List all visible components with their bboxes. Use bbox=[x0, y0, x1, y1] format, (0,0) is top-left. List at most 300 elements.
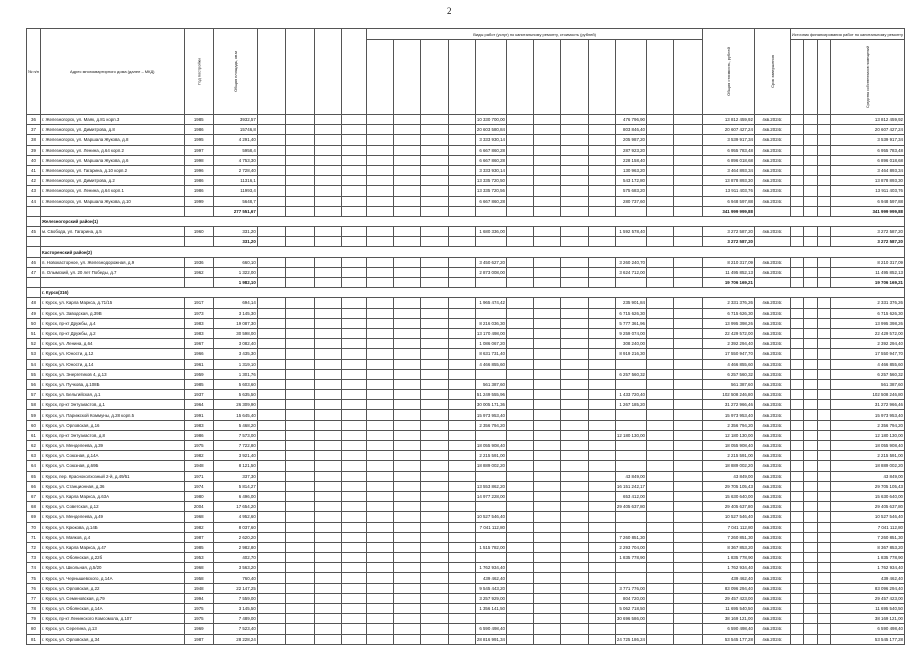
cell-own: 439 462,40 bbox=[831, 573, 905, 583]
cell-address: г. Курск, пер. Красноколхозный 2-й, д.49/51 bbox=[40, 471, 184, 481]
cell-area: 7 523,40 bbox=[213, 624, 257, 634]
cell-extra: 228 158,40 bbox=[615, 155, 646, 165]
cell-area: 4 753,30 bbox=[213, 155, 257, 165]
cell-year: 1967 bbox=[184, 339, 213, 349]
cell-own: 29 705 105,43 bbox=[831, 481, 905, 491]
header-own-funds: Средства собственников помещений bbox=[831, 40, 905, 115]
cell-no: 42 bbox=[27, 176, 41, 186]
subtotal-row bbox=[27, 206, 905, 216]
cell-extra: 5 062 718,50 bbox=[615, 604, 646, 614]
cell-area: 3 145,50 bbox=[213, 604, 257, 614]
cell-area: 402,70 bbox=[213, 553, 257, 563]
cell-own: 3 539 917,34 bbox=[831, 135, 905, 145]
cell-total: 83 096 294,40 bbox=[703, 583, 755, 593]
cell-no: 65 bbox=[27, 471, 41, 481]
cell-date: 4кв.2024г. bbox=[754, 135, 790, 145]
cell-area: 2 728,40 bbox=[213, 165, 257, 175]
cell-works bbox=[475, 532, 506, 542]
cell-works: 18 889 002,20 bbox=[475, 461, 506, 471]
cell-date: 4кв.2024г. bbox=[754, 227, 790, 237]
cell-own: 6 590 498,40 bbox=[831, 624, 905, 634]
cell-works: 561 387,60 bbox=[475, 379, 506, 389]
cell-area: 6 496,00 bbox=[213, 491, 257, 501]
cell-area: 1 301,76 bbox=[213, 369, 257, 379]
cell-date: 4кв.2024г. bbox=[754, 165, 790, 175]
cell-own: 1 835 778,90 bbox=[831, 553, 905, 563]
cell-works: 20 603 580,84 bbox=[475, 125, 506, 135]
table-row bbox=[27, 461, 905, 471]
cell-address: г. Железногорск, ул. Маршала Жукова, д.6 bbox=[40, 155, 184, 165]
cell-no: 57 bbox=[27, 390, 41, 400]
cell-address: г. Курск, ул. Маяков, д.4 bbox=[40, 532, 184, 542]
cell-extra bbox=[615, 522, 646, 532]
cell-year: 1975 bbox=[184, 441, 213, 451]
cell-no: 50 bbox=[27, 318, 41, 328]
cell-year: 1985 bbox=[184, 379, 213, 389]
cell-year: 1985 bbox=[184, 115, 213, 125]
cell-date: 4кв.2024г. bbox=[754, 349, 790, 359]
cell-works: 6 667 860,28 bbox=[475, 196, 506, 206]
table-row bbox=[27, 512, 905, 522]
cell-extra: 7 260 851,30 bbox=[615, 532, 646, 542]
cell-no bbox=[27, 278, 41, 288]
cell-year: 1971 bbox=[184, 471, 213, 481]
cell-total: 2 331 376,26 bbox=[703, 298, 755, 308]
cell-address: г. Курск, ул. Менделеева, д.49 bbox=[40, 512, 184, 522]
cell-total: 20 607 427,24 bbox=[703, 125, 755, 135]
cell-year: 1937 bbox=[184, 390, 213, 400]
table-row bbox=[27, 451, 905, 461]
cell-total: 102 508 246,80 bbox=[703, 390, 755, 400]
cell-total: 17 550 947,70 bbox=[703, 349, 755, 359]
cell-extra: 3 260 240,70 bbox=[615, 257, 646, 267]
cell-address: г. Курск, ул. Юности, д.14 bbox=[40, 359, 184, 369]
cell-total: 1 835 778,90 bbox=[703, 553, 755, 563]
cell-no: 56 bbox=[27, 379, 41, 389]
cell-address: г. Курск, ул. Бельгийская, д.1 bbox=[40, 390, 184, 400]
cell-year: 1980 bbox=[184, 491, 213, 501]
cell-own: 6 896 018,68 bbox=[831, 155, 905, 165]
cell-own: 13 812 459,92 bbox=[831, 115, 905, 125]
cell-extra: 24 725 186,24 bbox=[615, 634, 646, 644]
cell-address: п. Олымский, ул. 20 лет Победы, д.7 bbox=[40, 267, 184, 277]
cell-year: 1969 bbox=[184, 624, 213, 634]
cell-no bbox=[27, 288, 41, 298]
table-row bbox=[27, 624, 905, 634]
cell-no bbox=[27, 237, 41, 247]
table-row bbox=[27, 227, 905, 237]
cell-total: 341 999 999,88 bbox=[703, 206, 755, 216]
cell-date: 4кв.2024г. bbox=[754, 624, 790, 634]
cell-own: 31 272 966,46 bbox=[831, 400, 905, 410]
cell-works bbox=[475, 553, 506, 563]
cell-address: г. Курск, ул. Ленина, д.64 bbox=[40, 339, 184, 349]
cell-date bbox=[754, 206, 790, 216]
cell-date: 4кв.2024г. bbox=[754, 359, 790, 369]
cell-year: 1948 bbox=[184, 583, 213, 593]
cell-own: 22 429 572,00 bbox=[831, 328, 905, 338]
cell-area: 8 121,50 bbox=[213, 461, 257, 471]
cell-total: 3 272 587,20 bbox=[703, 237, 755, 247]
cell-address bbox=[40, 278, 184, 288]
cell-extra: 3 771 776,00 bbox=[615, 583, 646, 593]
table-row bbox=[27, 522, 905, 532]
cell-area: 5 635,50 bbox=[213, 390, 257, 400]
cell-year bbox=[184, 278, 213, 288]
cell-area: 694,14 bbox=[213, 298, 257, 308]
cell-works bbox=[475, 237, 506, 247]
subtotal-row bbox=[27, 278, 905, 288]
cell-extra: 6 715 626,30 bbox=[615, 308, 646, 318]
cell-no: 53 bbox=[27, 349, 41, 359]
cell-no: 59 bbox=[27, 410, 41, 420]
cell-works: 439 462,40 bbox=[475, 573, 506, 583]
cell-no: 77 bbox=[27, 593, 41, 603]
cell-own: 2 392 294,40 bbox=[831, 339, 905, 349]
header-area: Общая площадь, кв.м bbox=[213, 29, 257, 115]
cell-own: 83 096 294,40 bbox=[831, 583, 905, 593]
cell-address: г. Железногорск, ул. Ленина, д.64 корп.1 bbox=[40, 186, 184, 196]
cell-date: 4кв.2024г. bbox=[754, 176, 790, 186]
cell-area: 19 087,30 bbox=[213, 318, 257, 328]
cell-no: 44 bbox=[27, 196, 41, 206]
table-row bbox=[27, 420, 905, 430]
cell-total: 2 392 294,40 bbox=[703, 339, 755, 349]
cell-total: 15 630 640,00 bbox=[703, 491, 755, 501]
cell-works: 30 005 171,36 bbox=[475, 400, 506, 410]
cell-total: 15 973 953,40 bbox=[703, 410, 755, 420]
table-row bbox=[27, 186, 905, 196]
cell-own: 13 995 398,26 bbox=[831, 318, 905, 328]
cell-works: 6 667 860,28 bbox=[475, 155, 506, 165]
cell-own: 15 973 953,40 bbox=[831, 410, 905, 420]
cell-year: 1948 bbox=[184, 461, 213, 471]
header-year: Год постройки bbox=[184, 29, 213, 115]
cell-date: 4кв.2024г. bbox=[754, 339, 790, 349]
table-row bbox=[27, 196, 905, 206]
cell-date: 4кв.2024г. bbox=[754, 308, 790, 318]
cell-address: г. Курск, ул. Обоянская, д.22б bbox=[40, 553, 184, 563]
cell-no: 76 bbox=[27, 583, 41, 593]
table-row bbox=[27, 165, 905, 175]
cell-total: 13 911 403,76 bbox=[703, 186, 755, 196]
cell-works bbox=[475, 308, 506, 318]
cell-no: 61 bbox=[27, 430, 41, 440]
cell-extra bbox=[615, 410, 646, 420]
cell-own: 11 695 540,50 bbox=[831, 604, 905, 614]
cell-works: 3 257 929,00 bbox=[475, 593, 506, 603]
cell-extra bbox=[615, 451, 646, 461]
cell-extra: 308 240,00 bbox=[615, 339, 646, 349]
cell-date: 4кв.2024г. bbox=[754, 461, 790, 471]
cell-works bbox=[475, 471, 506, 481]
cell-works: 1 965 474,42 bbox=[475, 298, 506, 308]
cell-works bbox=[475, 502, 506, 512]
cell-no: 78 bbox=[27, 604, 41, 614]
cell-works: 10 330 700,00 bbox=[475, 115, 506, 125]
cell-works: 1 086 067,20 bbox=[475, 339, 506, 349]
cell-extra: 3 624 712,00 bbox=[615, 267, 646, 277]
table-body bbox=[27, 115, 905, 645]
cell-no: 58 bbox=[27, 400, 41, 410]
cell-extra: 476 796,90 bbox=[615, 115, 646, 125]
cell-date: 4кв.2024г. bbox=[754, 502, 790, 512]
cell-extra: 30 696 586,00 bbox=[615, 614, 646, 624]
cell-area: 3 145,30 bbox=[213, 308, 257, 318]
cell-own: 29 457 423,00 bbox=[831, 593, 905, 603]
cell-own: 13 878 893,30 bbox=[831, 176, 905, 186]
cell-extra bbox=[615, 278, 646, 288]
cell-date: 4кв.2024г. bbox=[754, 604, 790, 614]
cell-area: 17 654,20 bbox=[213, 502, 257, 512]
cell-own: 7 041 112,80 bbox=[831, 522, 905, 532]
cell-no: 71 bbox=[27, 532, 41, 542]
cell-extra: 1 835 778,90 bbox=[615, 553, 646, 563]
cell-own: 43 849,00 bbox=[831, 471, 905, 481]
cell-total: 38 169 121,00 bbox=[703, 614, 755, 624]
cell-total: 2 215 591,00 bbox=[703, 451, 755, 461]
cell-own: 3 464 893,34 bbox=[831, 165, 905, 175]
cell-own: 6 715 626,30 bbox=[831, 308, 905, 318]
cell-extra bbox=[615, 441, 646, 451]
cell-address: г. Курск(316) bbox=[40, 288, 904, 298]
cell-address: г. Курск, ул. Советская, д.12 bbox=[40, 502, 184, 512]
cell-total: 3 464 893,34 bbox=[703, 165, 755, 175]
table-row bbox=[27, 308, 905, 318]
cell-total: 8 367 853,20 bbox=[703, 542, 755, 552]
cell-area: 2 620,20 bbox=[213, 532, 257, 542]
cell-no: 41 bbox=[27, 165, 41, 175]
cell-total: 4 466 855,60 bbox=[703, 359, 755, 369]
cell-area: 4 952,60 bbox=[213, 512, 257, 522]
cell-area: 4 291,40 bbox=[213, 135, 257, 145]
cell-no: 68 bbox=[27, 502, 41, 512]
cell-own: 38 169 121,00 bbox=[831, 614, 905, 624]
cell-area: 1 319,10 bbox=[213, 359, 257, 369]
cell-works bbox=[475, 278, 506, 288]
cell-no bbox=[27, 206, 41, 216]
cell-own: 341 999 999,88 bbox=[831, 206, 905, 216]
cell-year: 1968 bbox=[184, 563, 213, 573]
cell-total: 29 705 105,43 bbox=[703, 481, 755, 491]
cell-year: 1995 bbox=[184, 135, 213, 145]
cell-extra: 1 267 185,20 bbox=[615, 400, 646, 410]
cell-date: 4кв.2024г. bbox=[754, 563, 790, 573]
cell-total: 3 539 917,34 bbox=[703, 135, 755, 145]
cell-works: 2 873 008,00 bbox=[475, 267, 506, 277]
cell-year: 1975 bbox=[184, 614, 213, 624]
cell-no: 75 bbox=[27, 573, 41, 583]
cell-extra: 16 151 242,17 bbox=[615, 481, 646, 491]
cell-works: 3 333 930,14 bbox=[475, 135, 506, 145]
cell-year: 1966 bbox=[184, 349, 213, 359]
cell-address: г. Курск, ул. Юности, д.12 bbox=[40, 349, 184, 359]
cell-year: 1991 bbox=[184, 410, 213, 420]
cell-works: 2 215 591,00 bbox=[475, 451, 506, 461]
table-row bbox=[27, 369, 905, 379]
header-address: Адрес многоквартирного дома (далее – МКД) bbox=[40, 29, 184, 115]
cell-year: 2004 bbox=[184, 502, 213, 512]
cell-year: 1999 bbox=[184, 196, 213, 206]
cell-no: 46 bbox=[27, 257, 41, 267]
cell-own: 10 527 546,40 bbox=[831, 512, 905, 522]
cell-own: 8 210 317,09 bbox=[831, 257, 905, 267]
cell-area: 7 573,00 bbox=[213, 430, 257, 440]
cell-area: 11993,4 bbox=[213, 186, 257, 196]
cell-date: 4кв.2024г. bbox=[754, 553, 790, 563]
cell-date: 4кв.2024г. bbox=[754, 583, 790, 593]
cell-address: Касторенский район(2) bbox=[40, 247, 904, 257]
cell-no: 55 bbox=[27, 369, 41, 379]
table-row bbox=[27, 318, 905, 328]
cell-year: 1983 bbox=[184, 318, 213, 328]
cell-works: 8 216 036,30 bbox=[475, 318, 506, 328]
table-row bbox=[27, 604, 905, 614]
cell-date: 4кв.2024г. bbox=[754, 573, 790, 583]
cell-no: 54 bbox=[27, 359, 41, 369]
cell-own: 102 508 246,80 bbox=[831, 390, 905, 400]
cell-total: 43 849,00 bbox=[703, 471, 755, 481]
cell-works: 18 055 908,40 bbox=[475, 441, 506, 451]
cell-no bbox=[27, 216, 41, 226]
cell-extra: 1 433 720,40 bbox=[615, 390, 646, 400]
cell-area: 3932,57 bbox=[213, 115, 257, 125]
cell-address: г. Железногорск, ул. Димитрова, д.8 bbox=[40, 125, 184, 135]
cell-year: 1986 bbox=[184, 186, 213, 196]
cell-own: 18 055 908,40 bbox=[831, 441, 905, 451]
cell-total: 6 948 597,88 bbox=[703, 196, 755, 206]
cell-date: 4кв.2024г. bbox=[754, 481, 790, 491]
region-row bbox=[27, 216, 905, 226]
table-row bbox=[27, 379, 905, 389]
cell-address: г. Железногорск, ул. Гагарина, д.10 корп.2 bbox=[40, 165, 184, 175]
cell-date: 4кв.2024г. bbox=[754, 420, 790, 430]
table-row bbox=[27, 298, 905, 308]
cell-extra bbox=[615, 359, 646, 369]
header-no: № п/п bbox=[27, 29, 41, 115]
cell-area: 3 563,20 bbox=[213, 563, 257, 573]
cell-date: 4кв.2024г. bbox=[754, 328, 790, 338]
cell-address: г. Курск, ул. Карла Маркса, д.47 bbox=[40, 542, 184, 552]
table-row bbox=[27, 339, 905, 349]
cell-address: г. Курск, ул. Серегина, д.13 bbox=[40, 624, 184, 634]
cell-extra bbox=[615, 206, 646, 216]
cell-address: г. Курск, ул. Союзная, д.14А bbox=[40, 451, 184, 461]
cell-total: 12 180 130,00 bbox=[703, 430, 755, 440]
table-row bbox=[27, 390, 905, 400]
cell-extra: 43 849,00 bbox=[615, 471, 646, 481]
table-row bbox=[27, 267, 905, 277]
cell-own: 561 387,60 bbox=[831, 379, 905, 389]
table-row bbox=[27, 583, 905, 593]
cell-area: 1 982,10 bbox=[213, 278, 257, 288]
cell-area: 5648,7 bbox=[213, 196, 257, 206]
cell-extra bbox=[615, 573, 646, 583]
cell-date: 4кв.2024г. bbox=[754, 634, 790, 644]
cell-own: 2 215 591,00 bbox=[831, 451, 905, 461]
cell-address: г. Курск, ул. Школьная, д.5/20 bbox=[40, 563, 184, 573]
cell-no: 40 bbox=[27, 155, 41, 165]
cell-no: 37 bbox=[27, 125, 41, 135]
cell-own: 6 257 560,32 bbox=[831, 369, 905, 379]
cell-total: 6 955 783,48 bbox=[703, 145, 755, 155]
cell-extra: 1 592 578,40 bbox=[615, 227, 646, 237]
cell-address: п. Новокасторное, ул. Железнодорожная, д.9 bbox=[40, 257, 184, 267]
cell-address: м. Свобода, ул. Гагарина, д.5 bbox=[40, 227, 184, 237]
cell-date: 4кв.2024г. bbox=[754, 390, 790, 400]
cell-works: 15 973 953,40 bbox=[475, 410, 506, 420]
cell-year: 1953 bbox=[184, 553, 213, 563]
cell-date: 4кв.2024г. bbox=[754, 532, 790, 542]
cell-date: 4кв.2024г. bbox=[754, 145, 790, 155]
cell-extra bbox=[615, 237, 646, 247]
cell-address: г. Курск, ул. Парижской Коммуны, д.28 корп.5 bbox=[40, 410, 184, 420]
cell-address: г. Курск, ул. Пучкова, д.108Б bbox=[40, 379, 184, 389]
table-row bbox=[27, 135, 905, 145]
cell-works: 1 356 141,50 bbox=[475, 604, 506, 614]
cell-address: г. Курск, ул. Союзная, д.69Б bbox=[40, 461, 184, 471]
cell-extra: 653 412,00 bbox=[615, 491, 646, 501]
page-number: 2 bbox=[447, 6, 452, 16]
cell-own: 1 762 934,40 bbox=[831, 563, 905, 573]
cell-no: 63 bbox=[27, 451, 41, 461]
cell-area: 26 309,90 bbox=[213, 400, 257, 410]
cell-no: 66 bbox=[27, 481, 41, 491]
cell-address: г. Курск, ул. Чернышевского, д.14А bbox=[40, 573, 184, 583]
table-row bbox=[27, 553, 905, 563]
cell-no: 80 bbox=[27, 624, 41, 634]
cell-no: 36 bbox=[27, 115, 41, 125]
table-row bbox=[27, 359, 905, 369]
cell-date: 4кв.2024г. bbox=[754, 257, 790, 267]
cell-own: 3 272 587,20 bbox=[831, 237, 905, 247]
cell-no: 79 bbox=[27, 614, 41, 624]
cell-works: 13 335 720,56 bbox=[475, 186, 506, 196]
cell-extra bbox=[615, 420, 646, 430]
cell-no: 64 bbox=[27, 461, 41, 471]
cell-works bbox=[475, 614, 506, 624]
cell-address bbox=[40, 237, 184, 247]
cell-no: 43 bbox=[27, 186, 41, 196]
cell-date: 4кв.2024г. bbox=[754, 451, 790, 461]
cell-year: 1985 bbox=[184, 542, 213, 552]
cell-area: 7 489,00 bbox=[213, 614, 257, 624]
cell-area: 1 322,00 bbox=[213, 267, 257, 277]
cell-year: 1960 bbox=[184, 227, 213, 237]
cell-year: 1962 bbox=[184, 267, 213, 277]
cell-total: 6 590 498,40 bbox=[703, 624, 755, 634]
cell-works: 13 170 498,00 bbox=[475, 328, 506, 338]
cell-date: 4кв.2024г. bbox=[754, 614, 790, 624]
cell-area: 660,10 bbox=[213, 257, 257, 267]
cell-address: г. Курск, ул. Орловская, д.22 bbox=[40, 583, 184, 593]
cell-total: 8 210 317,09 bbox=[703, 257, 755, 267]
cell-date: 4кв.2024г. bbox=[754, 593, 790, 603]
cell-year: 1982 bbox=[184, 451, 213, 461]
cell-extra: 2 293 704,00 bbox=[615, 542, 646, 552]
table-row bbox=[27, 349, 905, 359]
cell-total: 439 462,40 bbox=[703, 573, 755, 583]
table-row bbox=[27, 125, 905, 135]
table-row bbox=[27, 593, 905, 603]
cell-address: г. Курск, ул. Крюкова, д.14Б bbox=[40, 522, 184, 532]
cell-address: г. Курск, пр-кт Ленинского Комсомола, д.107 bbox=[40, 614, 184, 624]
cell-extra: 5 777 361,96 bbox=[615, 318, 646, 328]
cell-year: 1917 bbox=[184, 298, 213, 308]
cell-own: 2 356 794,20 bbox=[831, 420, 905, 430]
table-row bbox=[27, 614, 905, 624]
cell-extra: 575 683,20 bbox=[615, 186, 646, 196]
